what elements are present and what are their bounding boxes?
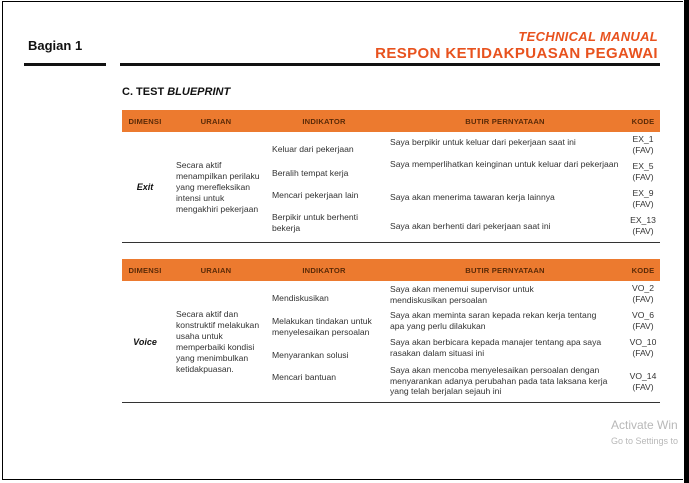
dimension-cell: Exit xyxy=(122,132,168,243)
statement-item: Saya akan berhenti dari pekerjaan saat ini xyxy=(390,221,551,231)
document-title: RESPON KETIDAKPUASAN PEGAWAI xyxy=(375,45,658,62)
manual-title: TECHNICAL MANUAL xyxy=(518,29,658,44)
indicator-item: Mendiskusikan xyxy=(272,293,329,303)
description-cell: Secara aktif menampilkan perilaku yang merefleksikan intensi untuk mengakhiri pekerjaan xyxy=(168,132,264,243)
indicator-item: Melakukan tindakan untuk menyelesaikan persoalan xyxy=(272,316,372,337)
statement-cell xyxy=(384,132,626,243)
item-key: (FAV) xyxy=(632,294,654,304)
code-item xyxy=(626,187,660,214)
section-rule-right xyxy=(120,63,660,66)
col-header-dimensi: DIMENSI xyxy=(122,259,168,281)
table-header-row xyxy=(122,259,660,281)
col-header-uraian: URAIAN xyxy=(168,259,264,281)
section-label: Bagian 1 xyxy=(28,38,83,53)
section-rule-left xyxy=(24,63,106,66)
activation-watermark-title: Activate Win xyxy=(611,418,678,432)
statement-cell xyxy=(384,281,626,403)
col-header-butir: BUTIR PERNYATAAN xyxy=(384,259,626,281)
code-item xyxy=(626,132,660,159)
col-header-kode: KODE xyxy=(626,110,660,132)
item-key: (FAV) xyxy=(632,226,654,236)
item-code: EX_13 xyxy=(630,215,656,225)
indicator-item: Menyarankan solusi xyxy=(272,350,349,360)
item-key: (FAV) xyxy=(632,382,654,392)
heading-prefix: C. TEST xyxy=(122,86,168,98)
code-item xyxy=(626,214,660,242)
indicator-cell xyxy=(264,132,384,243)
item-key: (FAV) xyxy=(632,145,654,155)
indicator-item: Keluar dari pekerjaan xyxy=(272,144,354,154)
item-key: (FAV) xyxy=(632,172,654,182)
col-header-uraian: URAIAN xyxy=(168,110,264,132)
col-header-dimensi: DIMENSI xyxy=(122,110,168,132)
activation-watermark-hint: Go to Settings to xyxy=(611,436,679,446)
blueprint-table-exit xyxy=(122,110,660,243)
table-header-row xyxy=(122,110,660,132)
indicator-item: Beralih tempat kerja xyxy=(272,168,349,178)
window-edge xyxy=(684,0,689,483)
indicator-item: Berpikir untuk berhenti bekerja xyxy=(272,212,358,233)
statement-item: Saya akan menerima tawaran kerja lainnya xyxy=(390,192,555,202)
table-row xyxy=(122,281,660,403)
col-header-butir: BUTIR PERNYATAAN xyxy=(384,110,626,132)
code-column xyxy=(626,132,660,243)
code-item xyxy=(626,336,660,363)
item-code: VO_6 xyxy=(632,310,654,320)
statement-item: Saya memperlihatkan keinginan untuk keluar dari pekerjaan xyxy=(390,159,619,169)
indicator-item: Mencari bantuan xyxy=(272,372,337,382)
statement-item: Saya akan menemui supervisor untuk mendiskusikan persoalan xyxy=(390,284,534,305)
heading-italic: BLUEPRINT xyxy=(167,86,231,98)
code-column xyxy=(626,281,660,403)
statement-item: Saya akan berbicara kepada manajer tentang apa saya rasakan dalam situasi ini xyxy=(390,337,602,358)
code-item xyxy=(626,281,660,309)
statement-item: Saya akan meminta saran kepada rekan kerja tentang apa yang perlu dilakukan xyxy=(390,310,597,331)
item-code: VO_10 xyxy=(629,337,657,347)
item-code: VO_2 xyxy=(632,283,654,293)
code-item xyxy=(626,159,660,187)
blueprint-table-voice xyxy=(122,259,660,403)
item-key: (FAV) xyxy=(632,348,654,358)
statement-item: Saya berpikir untuk keluar dari pekerjaan saat ini xyxy=(390,137,576,147)
item-code: EX_1 xyxy=(632,134,654,144)
dimension-cell: Voice xyxy=(122,281,168,403)
item-key: (FAV) xyxy=(632,321,654,331)
blueprint-heading xyxy=(122,86,230,98)
table-row xyxy=(122,132,660,243)
item-code: EX_9 xyxy=(632,188,654,198)
indicator-cell xyxy=(264,281,384,403)
col-header-kode: KODE xyxy=(626,259,660,281)
code-item xyxy=(626,309,660,336)
item-code: VO_14 xyxy=(629,371,657,381)
code-item xyxy=(626,363,660,402)
col-header-indikator: INDIKATOR xyxy=(264,110,384,132)
description-cell: Secara aktif dan konstruktif melakukan usaha untuk memperbaiki kondisi yang menimbulkan ketidakpuasan. xyxy=(168,281,264,403)
col-header-indikator: INDIKATOR xyxy=(264,259,384,281)
indicator-item: Mencari pekerjaan lain xyxy=(272,190,359,200)
item-key: (FAV) xyxy=(632,199,654,209)
item-code: EX_5 xyxy=(632,161,654,171)
statement-item: Saya akan mencoba menyelesaikan persoalan dengan menyarankan adanya perubahan pada tata laksana kerja yang telah berjalan sejauh ini xyxy=(390,365,608,396)
